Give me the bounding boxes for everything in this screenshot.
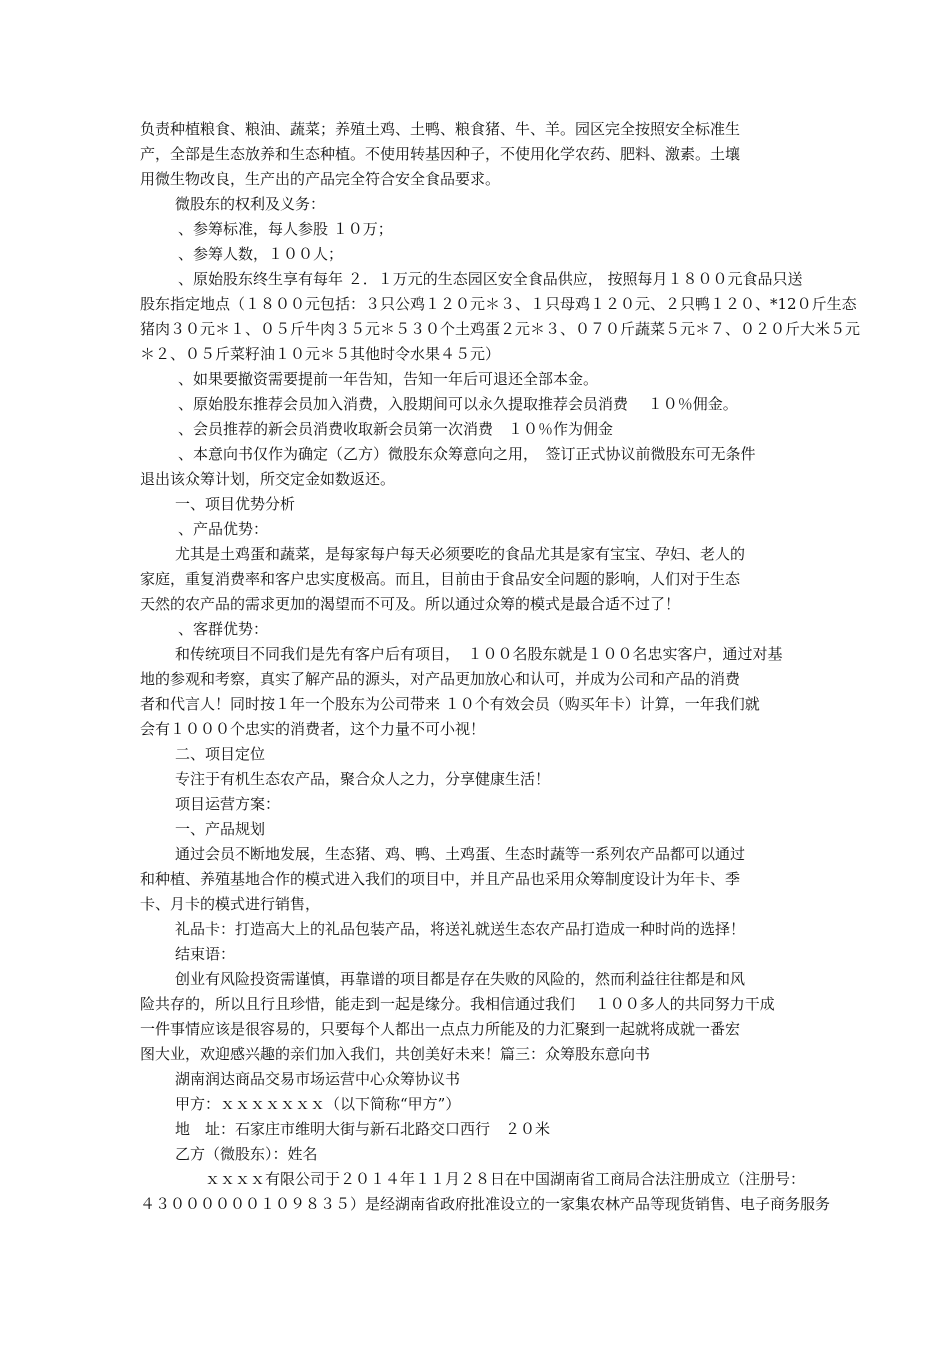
text-line: 项目运营方案： xyxy=(175,795,281,813)
text-line: 乙方（微股东）：姓名 xyxy=(175,1145,318,1163)
text-line: 微股东的权利及义务： xyxy=(175,195,326,213)
text-line: 和种植、养殖基地合作的模式进入我们的项目中，并且产品也采用众筹制度设计为年卡、季 xyxy=(140,870,741,888)
text-line: 一件事情应该是很容易的，只要每个人都出一点点力所能及的力汇聚到一起就将成就一番宏 xyxy=(140,1020,741,1038)
text-line: 退出该众筹计划，所交定金如数返还。 xyxy=(140,470,396,488)
text-line: 、会员推荐的新会员消费收取新会员第一次消费 １０％作为佣金 xyxy=(178,420,614,438)
text-line: 、参筹标准，每人参股 １０万； xyxy=(178,220,393,238)
text-line: 产，全部是生态放养和生态种植。不使用转基因种子，不使用化学农药、肥料、激素。土壤 xyxy=(140,145,741,163)
text-line: 甲方：ｘｘｘｘｘｘｘ（以下简称“甲方”） xyxy=(175,1095,461,1113)
text-line: 用微生物改良，生产出的产品完全符合安全食品要求。 xyxy=(140,170,501,188)
text-line: 负责种植粮食、粮油、蔬菜；养殖土鸡、土鸭、粮食猪、牛、羊。园区完全按照安全标准生 xyxy=(140,120,741,138)
text-line: 险共存的，所以且行且珍惜，能走到一起是缘分。我相信通过我们 １００多人的共同努力干成 xyxy=(140,995,775,1013)
text-line: 股东指定地点（１８００元包括：３只公鸡１２０元＊３、１只母鸡１２０元、２只鸭１２０、*12０斤生态 xyxy=(140,295,857,313)
text-line: 地 址：石家庄市维明大街与新石北路交口西行 ２０米 xyxy=(175,1120,551,1138)
section-heading: 二、项目定位 xyxy=(175,745,266,763)
text-line: 和传统项目不同我们是先有客户后有项目， １００名股东就是１００名忠实客户，通过对基 xyxy=(175,645,783,663)
text-line: 天然的农产品的需求更加的渴望而不可及。所以通过众筹的模式是最合适不过了！ xyxy=(140,595,681,613)
text-line: 、本意向书仅作为确定（乙方）微股东众筹意向之用， 签订正式协议前微股东可无条件 xyxy=(178,445,756,463)
text-line: ＊２、０５斤菜籽油１０元＊５其他时令水果４５元） xyxy=(140,345,501,363)
text-line: 地的参观和考察，真实了解产品的源头，对产品更加放心和认可，并成为公司和产品的消费 xyxy=(140,670,741,688)
text-line: 结束语： xyxy=(175,945,236,963)
section-heading: 一、项目优势分析 xyxy=(175,495,296,513)
text-line: 家庭，重复消费率和客户忠实度极高。而且，目前由于食品安全问题的影响，人们对于生态 xyxy=(140,570,741,588)
text-line: 者和代言人！同时按１年一个股东为公司带来 １０个有效会员（购买年卡）计算，一年我们就 xyxy=(140,695,760,713)
text-line: 、产品优势： xyxy=(178,520,269,538)
text-line: 、原始股东推荐会员加入消费，入股期间可以永久提取推荐会员消费 １０％佣金。 xyxy=(178,395,738,413)
text-line: 图大业，欢迎感兴趣的亲们加入我们，共创美好未来！篇三：众筹股东意向书 xyxy=(140,1045,651,1063)
text-line: 湖南润达商品交易市场运营中心众筹协议书 xyxy=(175,1070,461,1088)
text-line: 专注于有机生态农产品，聚合众人之力，分享健康生活！ xyxy=(175,770,551,788)
text-line: 、原始股东终生享有每年 ２．１万元的生态园区安全食品供应， 按照每月１８００元食品只送 xyxy=(178,270,803,288)
text-line: 、如果要撤资需要提前一年告知，告知一年后可退还全部本金。 xyxy=(178,370,599,388)
section-heading: 一、产品规划 xyxy=(175,820,266,838)
text-line: 创业有风险投资需谨慎，再靠谱的项目都是存在失败的风险的，然而利益往往都是和风 xyxy=(175,970,746,988)
text-line: 尤其是土鸡蛋和蔬菜，是每家每户每天必须要吃的食品尤其是家有宝宝、孕妇、老人的 xyxy=(175,545,746,563)
text-line: ４３００００００１０９８３５）是经湖南省政府批准设立的一家集农林产品等现货销售、电子商务服务 xyxy=(140,1195,831,1213)
text-line: 、参筹人数，１００人； xyxy=(178,245,344,263)
text-line: 、客群优势： xyxy=(178,620,269,638)
text-line: 会有１０００个忠实的消费者，这个力量不可小视！ xyxy=(140,720,486,738)
text-line: 通过会员不断地发展，生态猪、鸡、鸭、土鸡蛋、生态时蔬等一系列农产品都可以通过 xyxy=(175,845,746,863)
text-line: 猪肉３０元＊１、０５斤牛肉３５元＊５３０个土鸡蛋２元＊３、０７０斤蔬菜５元＊７、０２０斤大米５元 xyxy=(140,320,861,338)
text-line: 卡、月卡的模式进行销售， xyxy=(140,895,321,913)
text-line: 礼品卡：打造高大上的礼品包装产品，将送礼就送生态农产品打造成一种时尚的选择！ xyxy=(175,920,746,938)
text-line: ｘｘｘｘ有限公司于２０１４年１１月２８日在中国湖南省工商局合法注册成立（注册号： xyxy=(205,1170,806,1188)
